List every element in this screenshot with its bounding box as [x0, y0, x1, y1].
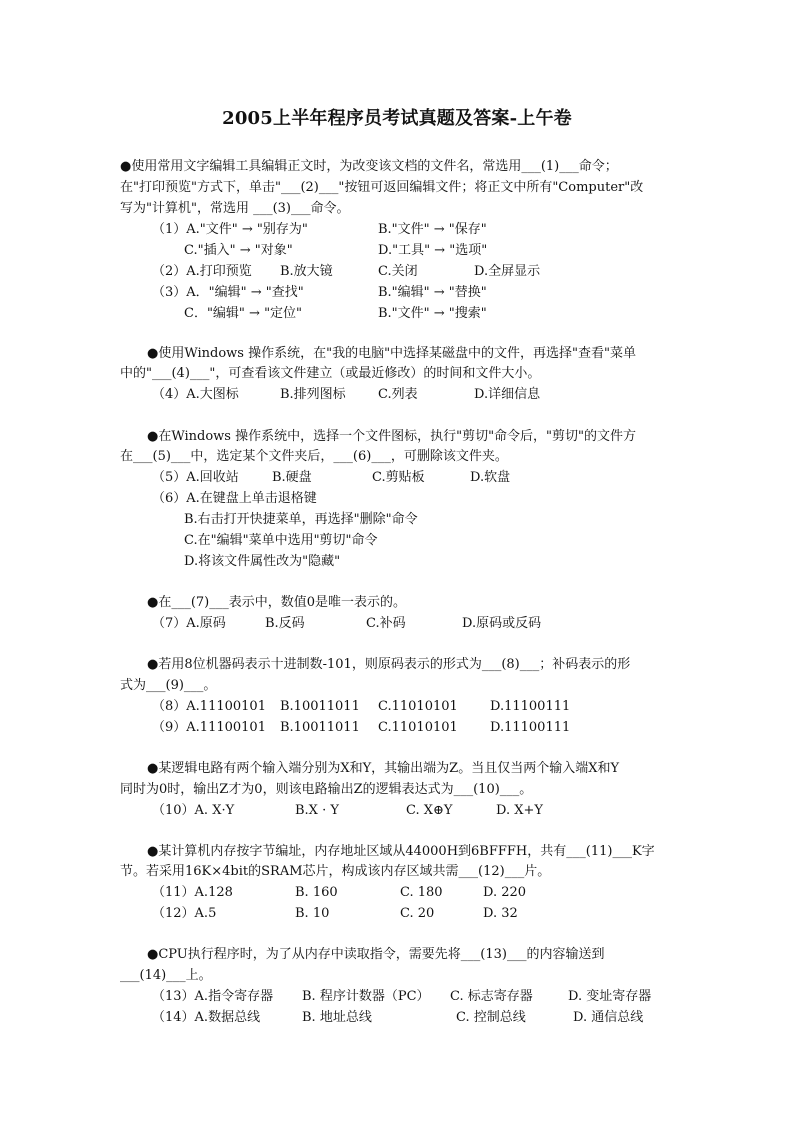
question-stem-line: ●使用常用文字编辑工具编辑正文时，为改变该文档的文件名，常选用___(1)___命令；: [120, 159, 618, 174]
question-stem-line: 在___(5)___中，选定某个文件夹后，___(6)___，可删除该文件夹。: [120, 449, 508, 464]
option: （3）A．"编辑" → "查找": [152, 285, 304, 300]
page-title: 2005上半年程序员考试真题及答案-上午卷: [222, 108, 572, 129]
option: C.列表: [378, 387, 418, 402]
option: C. 20: [400, 906, 435, 921]
option: （1）A."文件" → "别存为": [152, 222, 308, 237]
option: D."工具" → "选项": [378, 243, 488, 258]
question-stem-line: ●使用Windows 操作系统，在"我的电脑"中选择某磁盘中的文件，再选择"查看"菜单: [147, 346, 637, 361]
option: C. X⊕Y: [406, 803, 453, 818]
option: （14）A.数据总线: [152, 1010, 261, 1025]
question-stem-line: 节。若采用16K×4bit的SRAM芯片，构成该内存区域共需___(12)___片。: [120, 864, 551, 879]
option: C. 标志寄存器: [450, 989, 533, 1004]
option: B."文件" → "搜索": [378, 306, 487, 321]
option: （8）A.11100101: [152, 699, 266, 714]
question-stem-line: 式为___(9)___。: [120, 678, 217, 693]
option: （13）A.指令寄存器: [152, 989, 274, 1004]
option: （7）A.原码: [152, 616, 226, 631]
option: D. X+Y: [496, 803, 543, 818]
option: B.反码: [265, 616, 305, 631]
option: C．"编辑" → "定位": [184, 306, 303, 321]
question-stem-line: 在"打印预览"方式下，单击"___(2)___"按钮可返回编辑文件；将正文中所有"Computer"改: [120, 180, 644, 195]
option: C.剪贴板: [372, 470, 425, 485]
option: B.X · Y: [295, 803, 339, 818]
option: C. 控制总线: [456, 1010, 526, 1025]
question-stem-line: 中的"___(4)___"，可查看该文件建立（或最近修改）的时间和文件大小。: [120, 366, 541, 381]
option: （11）A.128: [152, 885, 233, 900]
question-stem-line: ●某计算机内存按字节编址，内存地址区域从44000H到6BFFFH，共有___(11)___K字: [147, 844, 655, 859]
question-stem-line: ●在___(7)___表示中，数值0是唯一表示的。: [147, 595, 407, 610]
option: （12）A.5: [152, 906, 217, 921]
option: C.11010101: [378, 699, 458, 714]
option: B.硬盘: [272, 470, 312, 485]
option: C. 180: [400, 885, 443, 900]
question-stem-line: ●在Windows 操作系统中，选择一个文件图标，执行"剪切"命令后，"剪切"的文件方: [147, 429, 637, 444]
option: C.在"编辑"菜单中选用"剪切"命令: [184, 533, 378, 548]
option: （10）A. X·Y: [152, 803, 235, 818]
option: C."插入" → "对象": [184, 243, 293, 258]
question-stem-line: ●若用8位机器码表示十进制数-101，则原码表示的形式为___(8)___；补码表示的形: [147, 657, 631, 672]
option: B.右击打开快捷菜单，再选择"删除"命令: [184, 512, 418, 527]
option: D. 变址寄存器: [568, 989, 652, 1004]
option: D. 32: [483, 906, 518, 921]
option: B. 10: [295, 906, 330, 921]
option: D. 220: [483, 885, 527, 900]
option: B."编辑" → "替换": [378, 285, 487, 300]
option: D.11100111: [490, 720, 571, 735]
question-stem-line: ●某逻辑电路有两个输入端分别为X和Y，其输出端为Z。当且仅当两个输入端X和Y: [147, 761, 620, 776]
option: D.11100111: [490, 699, 571, 714]
option: B.排列图标: [280, 387, 346, 402]
option: C.关闭: [378, 264, 418, 279]
option: B. 程序计数器（PC）: [302, 989, 430, 1004]
option: （2）A.打印预览: [152, 264, 252, 279]
option: D. 通信总线: [573, 1010, 644, 1025]
option: D.详细信息: [474, 387, 541, 402]
option: B.10011011: [280, 720, 360, 735]
option: （4）A.大图标: [152, 387, 239, 402]
option: D.全屏显示: [474, 264, 541, 279]
question-stem-line: 写为"计算机"，常选用 ___(3)___命令。: [120, 201, 350, 216]
option: D.软盘: [470, 470, 511, 485]
question-stem-line: 同时为0时，输出Z才为0，则该电路输出Z的逻辑表达式为___(10)___。: [120, 782, 533, 797]
option: D.将该文件属性改为"隐藏": [184, 554, 341, 569]
option: D.原码或反码: [462, 616, 542, 631]
option: （9）A.11100101: [152, 720, 266, 735]
question-stem-line: ___(14)___上。: [120, 968, 212, 983]
option: B. 地址总线: [302, 1010, 372, 1025]
option: B. 160: [295, 885, 338, 900]
option: （6）A.在键盘上单击退格键: [152, 491, 317, 506]
option: C.补码: [366, 616, 406, 631]
option: B.10011011: [280, 699, 360, 714]
option: B.放大镜: [280, 264, 333, 279]
option: （5）A.回收站: [152, 470, 239, 485]
question-stem-line: ●CPU执行程序时，为了从内存中读取指令，需要先将___(13)___的内容输送到: [147, 947, 605, 962]
option: C.11010101: [378, 720, 458, 735]
option: B."文件" → "保存": [378, 222, 487, 237]
